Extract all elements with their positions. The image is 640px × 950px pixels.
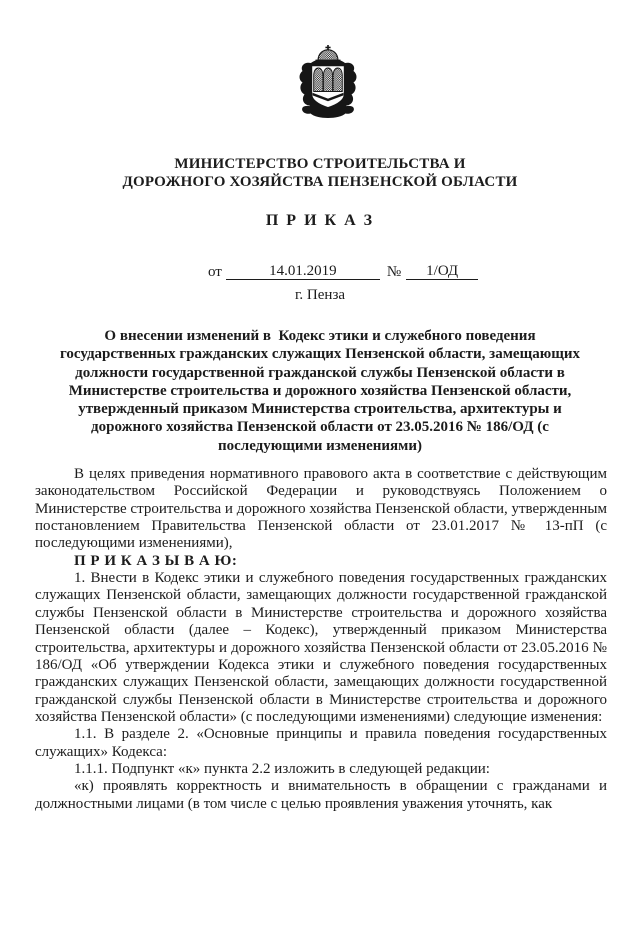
order-title-line: государственных гражданских служащих Пензенской области, замещающих xyxy=(59,346,580,363)
order-title-line: дорожного хозяйства Пензенской области от 23.05.2016 № 186/ОД (с xyxy=(91,419,549,436)
body-paragraph: 1.1.1. Подпункт «к» пункта 2.2 изложить в следующей редакции: xyxy=(74,760,490,777)
order-body xyxy=(35,466,607,813)
number-label: № xyxy=(386,264,402,280)
document-type-heading: П Р И К А З xyxy=(265,212,375,229)
date-label: от xyxy=(208,264,222,280)
order-title-line: утвержденный приказом Министерства строительства, архитектуры и xyxy=(78,401,562,418)
order-title-line: последующими изменениями) xyxy=(217,437,423,454)
ministry-name-line1: МИНИСТЕРСТВО СТРОИТЕЛЬСТВА И xyxy=(174,156,466,172)
order-title-line: Министерстве строительства и дорожного хозяйства Пензенской области, xyxy=(68,382,572,399)
body-paragraph: 1.1. В разделе 2. «Основные принципы и правила поведения государственных служащих» Кодекса: xyxy=(35,726,607,760)
order-title xyxy=(0,327,640,455)
order-title-line: О внесении изменений в Кодекс этики и служебного поведения xyxy=(104,328,536,344)
body-paragraph: «к) проявлять корректность и внимательность в обращении с гражданами и должностными лицами (в том числе с целью проявления уважения уточнять, как xyxy=(35,778,607,812)
prikazyvayu-heading: П Р И К А З Ы В А Ю: xyxy=(74,552,238,569)
body-paragraph: В целях приведения нормативного правового акта в соответствие с действующим законодательством Российской Федерации и руководствуясь Положением о Министерстве строительства и дорожного хозяйства Пензенской области, утвержденным постановлением Правительства Пензенской области от 23.01.2017 № 13-пП (с последующими изменениями), xyxy=(35,466,607,552)
requisites-row xyxy=(208,263,640,280)
body-paragraph: 1. Внести в Кодекс этики и служебного поведения государственных гражданских служащих Пензенской области, замещающих должности государственной гражданской службы Пензенской области в Министерстве строительства и дорожного хозяйства Пензенской области (далее – Кодекс), утвержденный приказом Министерства строительства, архитектуры и дорожного хозяйства Пензенской области от 23.05.2016 № 186/ОД «Об утверждении Кодекса этики и служебного поведения государственных гражданских служащих Пензенской области, замещающих должности государственной гражданской службы Пензенской области в Министерстве строительства и дорожного хозяйства Пензенской области» (с последующими изменениями) следующие изменения: xyxy=(35,570,607,725)
ministry-name-line2: ДОРОЖНОГО ХОЗЯЙСТВА ПЕНЗЕНСКОЙ ОБЛАСТИ xyxy=(122,174,518,190)
ministry-name xyxy=(0,155,640,191)
date-value: 14.01.2019 xyxy=(226,263,380,280)
number-value: 1/ОД xyxy=(406,263,478,280)
place-line: г. Пенза xyxy=(294,287,346,303)
penza-coat-of-arms-icon xyxy=(296,45,360,125)
order-title-line: должности государственной гражданской службы Пензенской области в xyxy=(75,364,565,381)
document-page xyxy=(0,45,640,950)
